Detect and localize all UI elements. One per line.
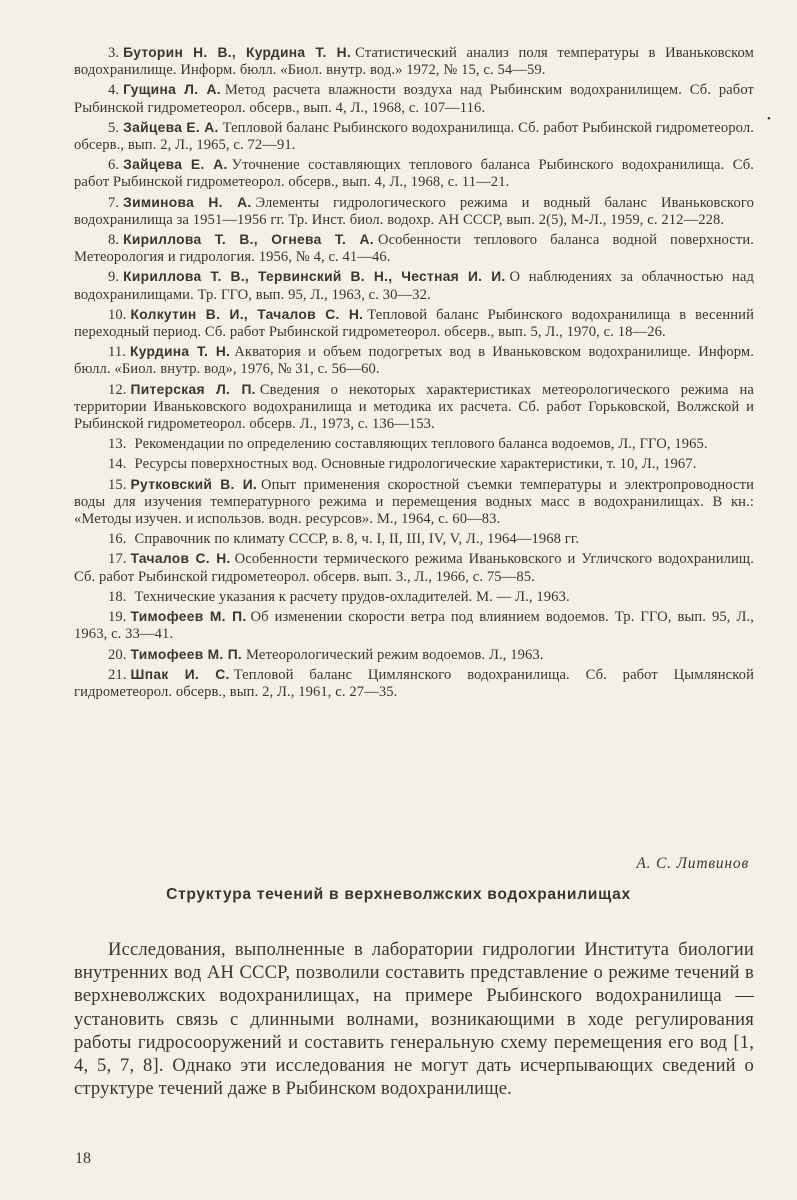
article-title: Структура течений в верхневолжских водохранилищах: [166, 886, 631, 903]
reference-text: Особенности теплового баланса водной поверхности. Метеорология и гидрология. 1956, № 4, с. 41—46.: [74, 232, 755, 266]
reference-item: 5. Зайцева Е. А. Тепловой баланс Рыбинского водохранилища. Сб. работ Рыбинской гидрометеорол. обсерв., вып. 2, Л., 1965, с. 72—91.: [74, 119, 754, 154]
reference-list: [74, 44, 754, 703]
reference-author: Тимофеев М. П.: [130, 646, 243, 662]
reference-item: 6. Зайцева Е. А. Уточнение составляющих теплового баланса Рыбинского водохранилища. Сб. работ Рыбинской гидрометеорол. обсерв., вып. 4, Л., 1968, с. 11—21.: [74, 157, 755, 191]
reference-item: 15. Рутковский В. И. Опыт применения скоростной съемки температуры и электропроводности воды для изучения температурного режима и перемещения водных масс в водохранилищах. В кн.: «Методы изучен. и использов. водн. ресурсов». М., 1964, с. 60—83.: [74, 476, 754, 528]
reference-item: 21. Шпак И. С. Тепловой баланс Цимлянского водохранилища. Сб. работ Цымлянской гидрометеорол. обсерв., вып. 2, Л., 1961, с. 27—35.: [74, 666, 754, 700]
reference-item: 4. Гущина Л. А. Метод расчета влажности воздуха над Рыбинским водохранилищем. Сб. работ Рыбинской гидрометеорол. обсерв., вып. 4, Л., 1968, с. 107—116.: [74, 82, 755, 116]
reference-author: Шпак И. С.: [130, 666, 230, 682]
reference-author: Буторин Н. В., Курдина Т. Н.: [123, 45, 352, 60]
reference-item: 17. Тачалов С. Н. Особенности термического режима Иваньковского и Угличского водохранилищ. Сб. работ Рыбинской гидрометеорол. обсерв. вып. 3., Л., 1966, с. 75—85.: [74, 551, 755, 585]
reference-author: Тимофеев М. П.: [130, 609, 247, 625]
reference-author: Кириллова Т. В., Огнева Т. А.: [123, 232, 374, 248]
reference-author: Кириллова Т. В., Тервинский В. Н., Честная И. И.: [123, 269, 506, 285]
reference-item: 11. Курдина Т. Н. Акватория и объем подогретых вод в Иваньковском водохранилище. Информ. бюлл. «Биол. внутр. вод», 1976, № 31, с. 56—60.: [74, 344, 754, 378]
reference-text: Технические указания к расчету прудов-охладителей. М. — Л., 1963.: [134, 588, 570, 605]
reference-text: Рекомендации по определению составляющих теплового баланса водоемов, Л., ГГО, 1965.: [134, 436, 708, 453]
reference-item: 8. Кириллова Т. В., Огнева Т. А. Особенности теплового баланса водной поверхности. Метеорология и гидрология. 1956, № 4, с. 41—46.: [74, 232, 755, 266]
reference-text: Об изменении скорости ветра под влиянием водоемов. Тр. ГГО, вып. 95, Л., 1963, с. 33—41.: [74, 609, 754, 643]
reference-text: Тепловой баланс Рыбинского водохранилища в весенний переходный период. Сб. работ Рыбинской гидрометеорол. обсерв., вып. 5, Л., 1970, с. 18—26.: [74, 306, 754, 341]
reference-item: 13. Рекомендации по определению составляющих теплового баланса водоемов, Л., ГГО, 1965.: [108, 436, 708, 453]
reference-item: 14. Ресурсы поверхностных вод. Основные гидрологические характеристики, т. 10, Л., 1967.: [108, 456, 697, 473]
reference-item: 18. Технические указания к расчету прудов-охладителей. М. — Л., 1963.: [108, 588, 570, 605]
reference-text: Опыт применения скоростной съемки температуры и электропроводности воды для изучения температурного режима и перемещения водных масс в водохранилищах. В кн.: «Методы изучен. и использов. водн. ресурсов». М., 1964, с. 60—83.: [74, 476, 754, 528]
reference-text: Уточнение составляющих теплового баланса Рыбинского водохранилища. Сб. работ Рыбинской гидрометеорол. обсерв., вып. 4, Л., 1968, с. 11—21.: [74, 157, 755, 191]
reference-item: 3. Буторин Н. В., Курдина Т. Н. Статистический анализ поля температуры в Иваньковском водохранилище. Информ. бюлл. «Биол. внутр. вод.» 1972, № 15, с. 54—59.: [74, 45, 754, 79]
reference-author: Тачалов С. Н.: [130, 551, 231, 567]
reference-text: Справочник по климату СССР, в. 8, ч. I, II, III, IV, V, Л., 1964—1968 гг.: [134, 531, 580, 548]
reference-item: 9. Кириллова Т. В., Тервинский В. Н., Честная И. И. О наблюдениях за облачностью над водохранилищами. Тр. ГГО, вып. 95, Л., 1963, с. 30—32.: [74, 269, 754, 303]
reference-text: Метод расчета влажности воздуха над Рыбинским водохранилищем. Сб. работ Рыбинской гидрометеорол. обсерв., вып. 4, Л., 1968, с. 107—116.: [74, 82, 755, 116]
reference-text: Статистический анализ поля температуры в Иваньковском водохранилище. Информ. бюлл. «Биол. внутр. вод.» 1972, № 15, с. 54—59.: [74, 45, 754, 79]
reference-text: Сведения о некоторых характеристиках метеорологического режима на территории Иваньковского водохранилища и методика их расчета. Сб. работ Горьковской, Волжской и Рыбинской гидрометеорол. обсерв. Л., 1973, с. 136—153.: [74, 381, 754, 433]
reference-text: Особенности термического режима Иваньковского и Угличского водохранилищ. Сб. работ Рыбинской гидрометеорол. обсерв. вып. 3., Л., 1966, с. 75—85.: [74, 551, 755, 585]
reference-text: Акватория и объем подогретых вод в Иваньковском водохранилище. Информ. бюлл. «Биол. внутр. вод», 1976, № 31, с. 56—60.: [74, 344, 754, 378]
reference-item: 10. Колкутин В. И., Тачалов С. Н. Тепловой баланс Рыбинского водохранилища в весенний переходный период. Сб. работ Рыбинской гидрометеорол. обсерв., вып. 5, Л., 1970, с. 18—26.: [74, 306, 754, 341]
reference-item: 19. Тимофеев М. П. Об изменении скорости ветра под влиянием водоемов. Тр. ГГО, вып. 95, Л., 1963, с. 33—41.: [74, 609, 754, 643]
reference-item: 20. Тимофеев М. П. Метеорологический режим водоемов. Л., 1963.: [108, 646, 544, 663]
reference-author: Зайцева Е. А.: [123, 157, 228, 173]
reference-text: О наблюдениях за облачностью над водохранилищами. Тр. ГГО, вып. 95, Л., 1963, с. 30—32.: [74, 269, 754, 303]
reference-author: Курдина Т. Н.: [130, 344, 231, 360]
article-paragraph: Исследования, выполненные в лаборатории гидрологии Института биологии внутренних вод АН СССР, позволили составить представление о режиме течений в верхневолжских водохранилищах, на примере Рыбинского водохранилища — установить связь с длинными волнами, возникающими в ходе регулирования работы гидросооружений и составить генеральную схему перемещения его вод [1, 4, 5, 7, 8]. Однако эти исследования не могут дать исчерпывающих сведений о структуре течений даже в Рыбинском водохранилище.: [74, 939, 754, 1100]
page-number: 18: [75, 1150, 91, 1167]
reference-text: Тепловой баланс Цимлянского водохранилища. Сб. работ Цымлянской гидрометеорол. обсерв., вып. 2, Л., 1961, с. 27—35.: [74, 666, 754, 700]
reference-author: Питерская Л. П.: [130, 381, 256, 397]
reference-text: Метеорологический режим водоемов. Л., 1963.: [246, 646, 544, 663]
reference-author: Колкутин В. И., Тачалов С. Н.: [130, 306, 364, 322]
reference-item: 16. Справочник по климату СССР, в. 8, ч. I, II, III, IV, V, Л., 1964—1968 гг.: [108, 531, 580, 548]
reference-item: 7. Зиминова Н. А. Элементы гидрологического режима и водный баланс Иваньковского водохранилища за 1951—1956 гг. Тр. Инст. биол. водохр. АН СССР, вып. 2(5), М-Л., 1959, с. 212—228.: [74, 194, 754, 228]
reference-author: Зиминова Н. А.: [123, 194, 252, 210]
article-author: А. С. Литвинов: [636, 855, 749, 872]
reference-item: 12. Питерская Л. П. Сведения о некоторых характеристиках метеорологического режима на территории Иваньковского водохранилища и методика их расчета. Сб. работ Горьковской, Волжской и Рыбинской гидрометеорол. обсерв. Л., 1973, с. 136—153.: [74, 381, 754, 433]
reference-author: Гущина Л. А.: [123, 82, 221, 98]
reference-text: Элементы гидрологического режима и водный баланс Иваньковского водохранилища за 1951—1956 гг. Тр. Инст. биол. водохр. АН СССР, вып. 2(5), М-Л., 1959, с. 212—228.: [74, 194, 754, 228]
reference-text: Тепловой баланс Рыбинского водохранилища. Сб. работ Рыбинской гидрометеорол. обсерв., вып. 2, Л., 1965, с. 72—91.: [74, 119, 754, 154]
reference-author: Зайцева Е. А.: [123, 119, 219, 135]
reference-author: Рутковский В. И.: [130, 476, 258, 492]
margin-mark: •: [767, 113, 771, 125]
reference-text: Ресурсы поверхностных вод. Основные гидрологические характеристики, т. 10, Л., 1967.: [134, 456, 697, 473]
